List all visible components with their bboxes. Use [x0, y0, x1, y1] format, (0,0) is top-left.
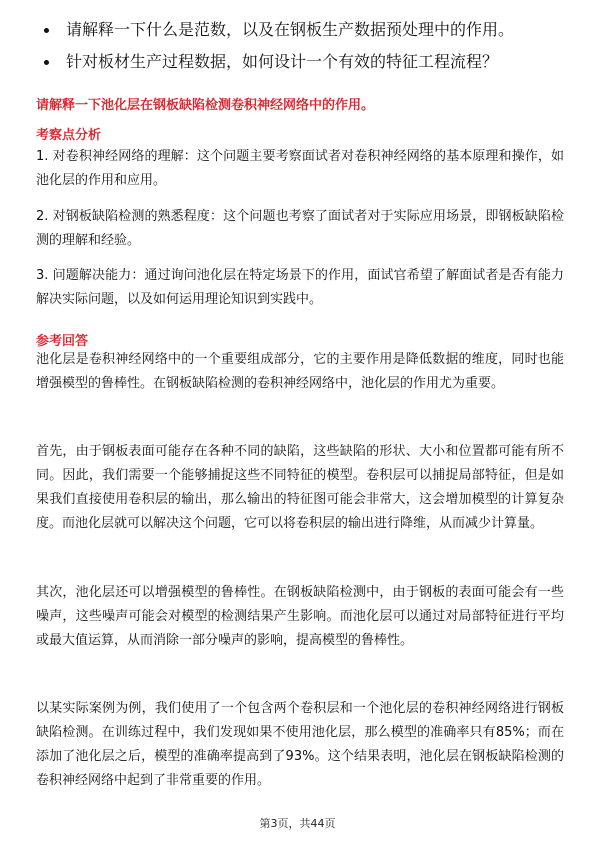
answer-paragraph: 池化层是卷积神经网络中的一个重要组成部分，它的主要作用是降低数据的维度，同时也能增强模型的鲁棒性。在钢板缺陷检测的卷积神经网络中，池化层的作用尤为重要。: [36, 352, 564, 391]
bullet-list: [36, 20, 576, 84]
page-number: 第3页，共44页: [259, 817, 336, 830]
bullet-text: 请解释一下什么是范数，以及在钢板生产数据预处理中的作用。: [66, 20, 515, 39]
analysis-item: 3. 问题解决能力：通过询问池化层在特定场景下的作用，面试官希望了解面试者是否有能力解决实际问题，以及如何运用理论知识到实践中。: [36, 268, 564, 307]
answer-paragraph: 以某实际案例为例，我们使用了一个包含两个卷积层和一个池化层的卷积神经网络进行钢板缺陷检测。在训练过程中，我们发现如果不使用池化层，那么模型的准确率只有85%；而在添加了池化层之后，模型的准确率提高到了93%。这个结果表明，池化层在钢板缺陷检测的卷积神经网络中起到了非常重要的作用。: [36, 701, 564, 788]
list-item: [36, 20, 576, 40]
analysis-item: 1. 对卷积神经网络的理解：这个问题主要考察面试者对卷积神经网络的基本原理和操作，如池化层的作用和应用。: [36, 149, 564, 188]
list-item: [36, 52, 576, 72]
answer-paragraph: 其次，池化层还可以增强模型的鲁棒性。在钢板缺陷检测中，由于钢板的表面可能会有一些噪声，这些噪声可能会对模型的检测结果产生影响。而池化层可以通过对局部特征进行平均或最大值运算，从而消除一部分噪声的影响，提高模型的鲁棒性。: [36, 585, 564, 648]
answer-heading: 参考回答: [36, 334, 89, 349]
answer-paragraph: 首先，由于钢板表面可能存在各种不同的缺陷，这些缺陷的形状、大小和位置都可能有所不同。因此，我们需要一个能够捕捉这些不同特征的模型。卷积层可以捕捉局部特征，但是如果我们直接使用卷积层的输出，那么输出的特征图可能会非常大，这会增加模型的计算复杂度。而池化层就可以解决这个问题，它可以将卷积层的输出进行降维，从而减少计算量。: [36, 444, 564, 531]
bullet-icon: [44, 60, 49, 65]
bullet-icon: [44, 28, 49, 33]
analysis-item: 2. 对钢板缺陷检测的熟悉程度：这个问题也考察了面试者对于实际应用场景，即钢板缺陷检测的理解和经验。: [36, 209, 564, 248]
analysis-heading: 考察点分析: [36, 128, 102, 143]
bullet-text: 针对板材生产过程数据，如何设计一个有效的特征工程流程？: [66, 52, 499, 71]
question-title: 请解释一下池化层在钢板缺陷检测卷积神经网络中的作用。: [36, 98, 375, 113]
